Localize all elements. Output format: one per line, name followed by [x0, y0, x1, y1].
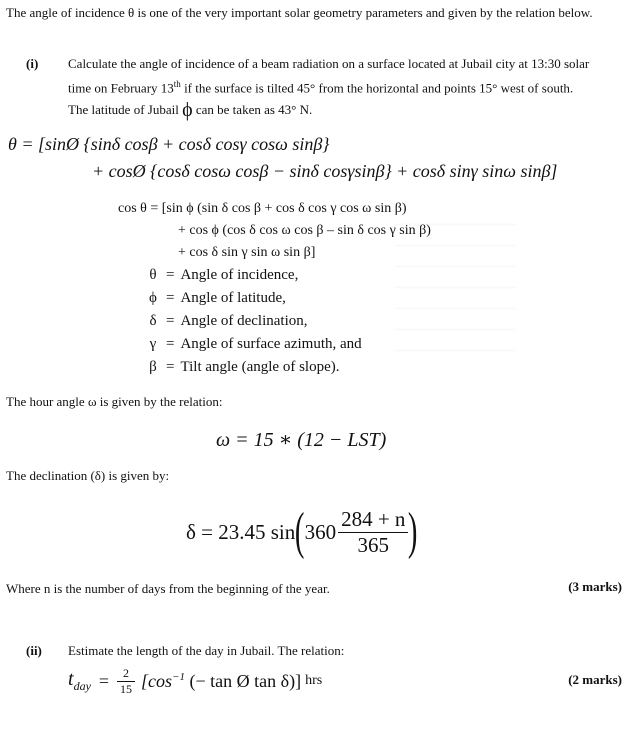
- part-ii-label: (ii): [26, 643, 42, 658]
- definition-text: Tilt angle (angle of slope).: [180, 359, 340, 375]
- definition-equals: =: [166, 359, 175, 375]
- part-i-question: [68, 54, 630, 98]
- question-line2-pre: time on February 13: [68, 80, 174, 96]
- declination-lhs: δ = 23.45 sin: [186, 519, 296, 544]
- definition-row: [146, 266, 298, 284]
- scan-eq-line1: cos θ = [sin ϕ (sin δ cos β + cos δ cos γ cos ω sin β): [118, 201, 407, 216]
- definition-equals: =: [166, 267, 175, 283]
- part-i-label: (i): [26, 56, 39, 71]
- scan-eq-line3: + cos δ sin γ sin ω sin β]: [178, 245, 316, 260]
- definition-row: [146, 312, 308, 330]
- where-text: Where n is the number of days from the beginning of the year.: [6, 581, 330, 596]
- definition-symbol: γ: [149, 336, 157, 352]
- definition-text: Angle of surface azimuth, and: [180, 336, 362, 352]
- main-equation-line1: θ = [sinØ {sinδ cosβ + cosδ cosγ cosω sinβ}: [8, 134, 330, 154]
- scan-eq-line2: + cos ϕ (cos δ cos ω cos β – sin δ cos γ sin β): [178, 223, 431, 238]
- question-line2-post: if the surface is tilted 45° from the horizontal and points 15° west of south.: [180, 80, 574, 96]
- intro-paragraph: The angle of incidence θ is one of the very important solar geometry parameters and given by the relation below.: [6, 5, 593, 20]
- definition-symbol: θ: [149, 267, 157, 283]
- declination-fraction: [338, 507, 408, 558]
- latitude-pre: The latitude of Jubail: [68, 102, 179, 117]
- equals-sign: =: [98, 670, 110, 691]
- hour-angle-text: The hour angle ω is given by the relation:: [6, 394, 223, 409]
- latitude-line: [68, 98, 312, 120]
- definition-symbol: β: [149, 359, 157, 375]
- latitude-post: can be taken as 43° N.: [195, 102, 313, 117]
- day-length-equation: [68, 660, 322, 702]
- definition-equals: =: [166, 336, 175, 352]
- left-paren: (: [295, 503, 305, 560]
- part-ii-text: Estimate the length of the day in Jubail. The relation:: [68, 643, 345, 658]
- main-equation-line2: + cosØ {cosδ cosω cosβ − sinδ cosγsinβ} + cosδ sinγ sinω sinβ]: [92, 161, 558, 181]
- definition-symbol: ϕ: [149, 290, 157, 306]
- definition-text: Angle of declination,: [180, 313, 308, 329]
- arccos-expression: [$\cos^{-1}$ (− tan Ø tan δ)]: [141, 670, 302, 691]
- hrs-unit: hrs: [305, 673, 323, 688]
- t-day-symbol: $t_{day}$: [68, 668, 91, 693]
- definition-text: Angle of incidence,: [180, 267, 299, 283]
- marks-part-i: (3 marks): [568, 579, 622, 594]
- definition-equals: =: [166, 313, 175, 329]
- two-over-fifteen: $\frac{2}{15}$: [117, 666, 135, 697]
- hour-angle-equation: ω = 15 ∗ (12 − LST): [216, 429, 387, 451]
- declination-numerator: 284 + n: [338, 507, 408, 533]
- part-i-question-line2: [68, 74, 630, 98]
- scanned-equation-block: [106, 196, 526, 382]
- right-paren: ): [408, 503, 418, 560]
- definition-row: [146, 289, 286, 307]
- declination-text: The declination (δ) is given by:: [6, 468, 170, 483]
- question-line2-sup: th: [173, 79, 181, 89]
- definition-symbol: δ: [149, 313, 157, 329]
- definition-equals: =: [166, 290, 175, 306]
- definition-text: Angle of latitude,: [180, 290, 286, 306]
- declination-equation: [186, 500, 418, 564]
- part-i-question-line1: Calculate the angle of incidence of a beam radiation on a surface located at Jubail city at 13:30 solar: [68, 56, 590, 71]
- marks-part-ii: (2 marks): [568, 672, 622, 687]
- declination-coef: 360: [304, 519, 337, 544]
- declination-denominator: 365: [357, 532, 389, 557]
- latitude-symbol: ϕ: [182, 99, 193, 121]
- definition-row: [146, 335, 362, 353]
- definition-row: [146, 358, 339, 376]
